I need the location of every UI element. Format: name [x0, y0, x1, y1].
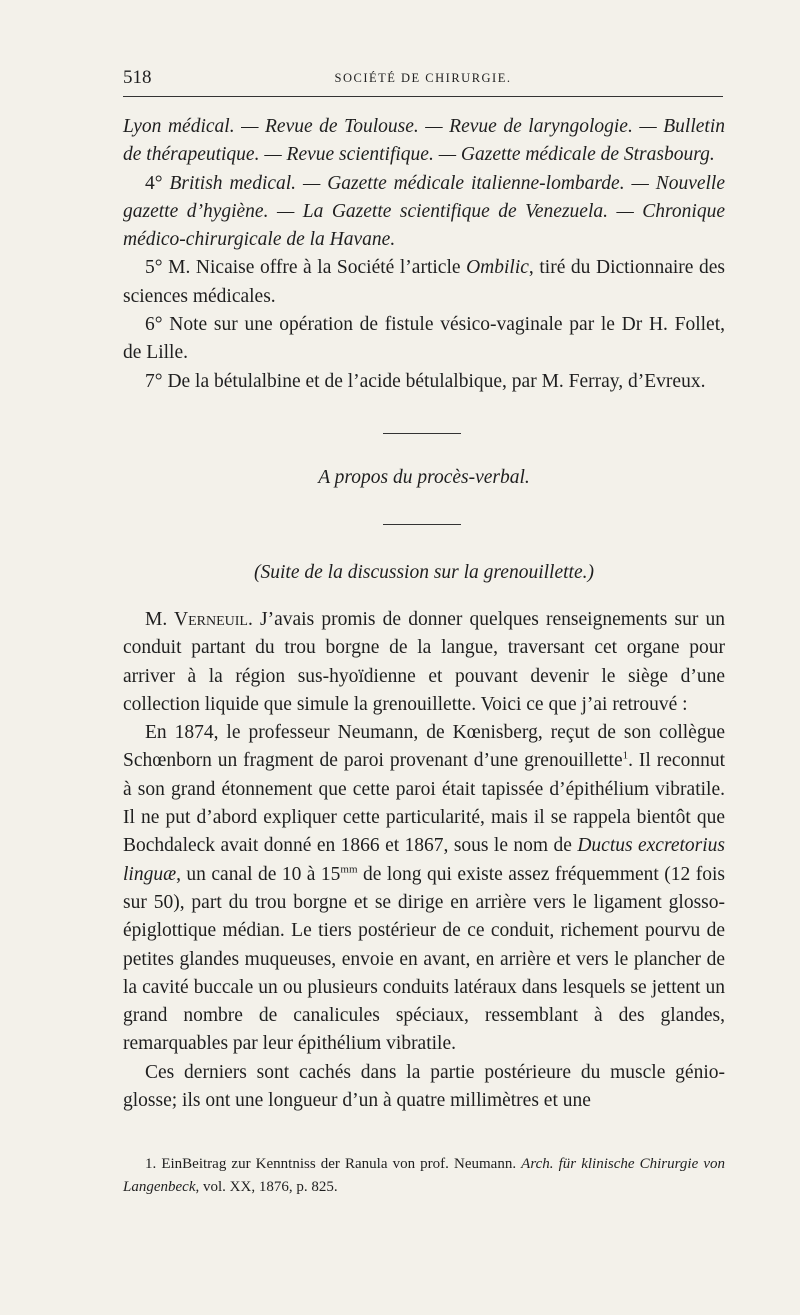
paragraph-2	[123, 719, 725, 1059]
footnote	[123, 1153, 725, 1199]
unit-superscript: mm	[340, 863, 358, 876]
running-header	[123, 64, 723, 92]
section-divider-2	[383, 524, 461, 525]
discussion-text	[123, 606, 725, 1115]
list-item-7	[123, 368, 725, 396]
latin-term: Ductus excretorius linguæ	[123, 835, 725, 885]
list-section	[123, 113, 725, 396]
speaker-name: M. Verneuil.	[145, 609, 253, 630]
paragraph-2-part-d: de long qui existe assez fréquemment (12 fois sur 50), part du trou borgne et se dirige en arrière vers le ligament glosso-épiglottique médian. Le tiers postérieur de ce conduit, richement pourvu de petites glandes muqueuses, envoie en avant, en arrière et vers le plancher de la cavité buccale un ou plusieurs conduits latéraux dans lesquels se jettent un grand nombre de canalicules spéciaux, ressemblant à des glandes, remarquables par leur épithélium vibratile.	[123, 863, 725, 1055]
header-rule	[123, 96, 723, 97]
section-heading: A propos du procès-verbal.	[318, 467, 530, 488]
paragraph-1	[123, 606, 725, 719]
paragraph-2-part-b: . Il reconnut à son grand étonnement que cette paroi était tapissée d’épithélium vibratile. Il ne put d’abord expliquer cette particularité, mais il se rappela bientôt que Bochdaleck avait donné en 1866 et 1867, sous le nom de	[123, 750, 725, 857]
page-number: 518	[123, 67, 152, 88]
footnote-journal: Arch. für klinische Chirurgie von Langenbeck	[123, 1156, 725, 1195]
journal-list-continued: Lyon médical. — Revue de Toulouse. — Revue de laryngologie. — Bulletin de thérapeutique. — Revue scientifique. — Gazette médicale de Strasbourg.	[123, 116, 725, 166]
list-item-5-after: , tiré du Dictionnaire des sciences médicales.	[123, 257, 726, 307]
list-item-5-title: Ombilic	[466, 257, 529, 279]
list-item-6	[123, 311, 725, 368]
list-item-5-before: M. Nicaise offre à la Société l’article	[168, 257, 461, 279]
list-item-4	[123, 170, 725, 255]
list-item-4-text: British medical. — Gazette médicale italienne-lombarde. — Nouvelle gazette d’hygiène. — La Gazette scientifique de Venezuela. — Chronique médico-chirurgicale de la Havane.	[123, 172, 726, 251]
list-item-4-label: 4°	[145, 172, 163, 194]
list-item-5-label: 5°	[145, 257, 163, 279]
paragraph-2-part-a: En 1874, le professeur Neumann, de Kœnisberg, reçut de son collègue Schœnborn un fragment de paroi provenant d’une grenouillette	[123, 722, 725, 772]
list-item-7-text: De la bétulalbine et de l’acide bétulalbique, par M. Ferray, d’Evreux.	[167, 370, 706, 392]
list-item-6-label: 6°	[145, 314, 163, 336]
paragraph-1-text: J’avais promis de donner quelques renseignements sur un conduit partant du trou borgne de la langue, traversant cet organe pour arriver à la région sus-hyoïdienne et pouvant devenir le siège d’une collection liquide que simule la grenouillette. Voici ce que j’ai retrouvé :	[123, 609, 725, 715]
paragraph-3: Ces derniers sont cachés dans la partie postérieure du muscle génio-glosse; ils ont une longueur d’un à quatre millimètres et une	[123, 1061, 725, 1112]
paragraph-2-part-c: , un canal de 10 à 15	[176, 863, 341, 885]
list-item-7-label: 7°	[145, 370, 163, 392]
footnote-text: EinBeitrag zur Kenntniss der Ranula von prof. Neumann.	[161, 1156, 517, 1172]
footnote-ref-details: , vol. XX, 1876, p. 825.	[195, 1179, 338, 1195]
footnote-ref: 1	[622, 749, 629, 762]
section-divider-1	[383, 433, 461, 434]
footnote-number: 1.	[145, 1156, 157, 1172]
list-item-5	[123, 254, 725, 311]
section-subheading: (Suite de la discussion sur la grenouillette.)	[254, 562, 594, 583]
list-item-6-text: Note sur une opération de fistule vésico-vaginale par le Dr H. Follet, de Lille.	[123, 314, 726, 364]
running-title: SOCIÉTÉ DE CHIRURGIE.	[334, 71, 512, 85]
